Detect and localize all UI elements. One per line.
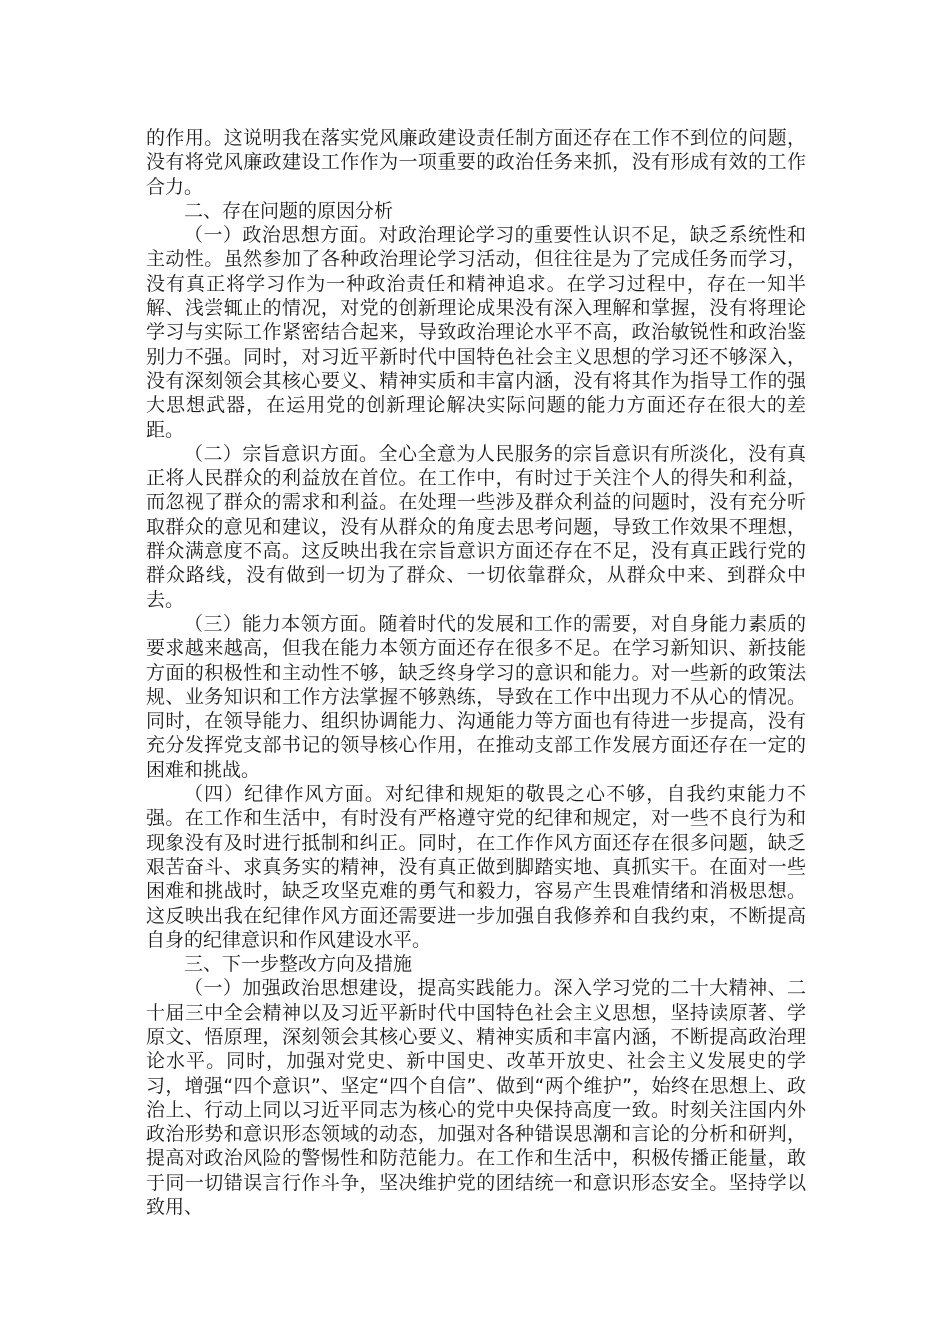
section-heading-rectification: 三、下一步整改方向及措施	[184, 953, 413, 976]
paragraph-political-thought: （一）政治思想方面。对政治理论学习的重要性认识不足，缺乏系统性和主动性。虽然参加了各种政治理论学习活动，但往往是为了完成任务而学习，没有真正将学习作为一种政治责任和精神追求。在学习过程中，存在一知半解、浅尝辄止的情况，对党的创新理论成果没有深入理解和掌握，没有将理论学习与实际工作紧密结合起来，导致政治理论水平不高，政治敏锐性和政治鉴别力不强。同时，对习近平新时代中国特色社会主义思想的学习还不够深入，没有深刻领会其核心要义、精神实质和丰富内涵，没有将其作为指导工作的强大思想武器，在运用党的创新理论解决实际问题的能力方面还存在很大的差距。	[146, 224, 806, 441]
paragraph-discipline-style: （四）纪律作风方面。对纪律和规矩的敬畏之心不够，自我约束能力不强。在工作和生活中，有时没有严格遵守党的纪律和规定，对一些不良行为和现象没有及时进行抵制和纠正。同时，在工作作风方面还存在很多问题，缺乏艰苦奋斗、求真务实的精神，没有真正做到脚踏实地、真抓实干。在面对一些困难和挑战时，缺乏攻坚克难的勇气和毅力，容易产生畏难情绪和消极思想。这反映出我在纪律作风方面还需要进一步加强自我修养和自我约束，不断提高自身的纪律意识和作风建设水平。	[146, 783, 806, 951]
paragraph-strengthen-political-thought: （一）加强政治思想建设，提高实践能力。深入学习党的二十大精神、二十届三中全会精神以及习近平新时代中国特色社会主义思想，坚持读原著、学原文、悟原理，深刻领会其核心要义、精神实质和丰富内涵，不断提高政治理论水平。同时，加强对党史、新中国史、改革开放史、社会主义发展史的学习，增强“四个意识”、坚定“四个自信”、做到“两个维护”，始终在思想上、政治上、行动上同以习近平同志为核心的党中央保持高度一致。时刻关注国内外政治形势和意识形态领域的动态，加强对各种错误思潮和言论的分析和研判，提高对政治风险的警惕性和防范能力。在工作和生活中，积极传播正能量，敢于同一切错误言行作斗争，坚决维护党的团结统一和意识形态安全。坚持学以致用、	[146, 977, 806, 1219]
paragraph-continuation: 的作用。这说明我在落实党风廉政建设责任制方面还存在工作不到位的问题，没有将党风廉政建设工作作为一项重要的政治任务来抓，没有形成有效的工作合力。	[146, 127, 806, 198]
paragraph-ability: （三）能力本领方面。随着时代的发展和工作的需要，对自身能力素质的要求越来越高，但我在能力本领方面还存在很多不足。在学习新知识、新技能方面的积极性和主动性不够，缺乏终身学习的意识和能力。对一些新的政策法规、业务知识和工作方法掌握不够熟练，导致在工作中出现力不从心的情况。同时，在领导能力、组织协调能力、沟通能力等方面也有待进一步提高，没有充分发挥党支部书记的领导核心作用，在推动支部工作发展方面还存在一定的困难和挑战。	[146, 612, 806, 781]
document-body	[146, 126, 806, 1219]
section-heading-cause-analysis: 二、存在问题的原因分析	[184, 199, 394, 222]
paragraph-purpose-awareness: （二）宗旨意识方面。全心全意为人民服务的宗旨意识有所淡化，没有真正将人民群众的利益放在首位。在工作中，有时过于关注个人的得失和利益，而忽视了群众的需求和利益。在处理一些涉及群众利益的问题时，没有充分听取群众的意见和建议，没有从群众的角度去思考问题，导致工作效果不理想，群众满意度不高。这反映出我在宗旨意识方面还存在不足，没有真正践行党的群众路线，没有做到一切为了群众、一切依靠群众，从群众中来、到群众中去。	[146, 442, 806, 611]
